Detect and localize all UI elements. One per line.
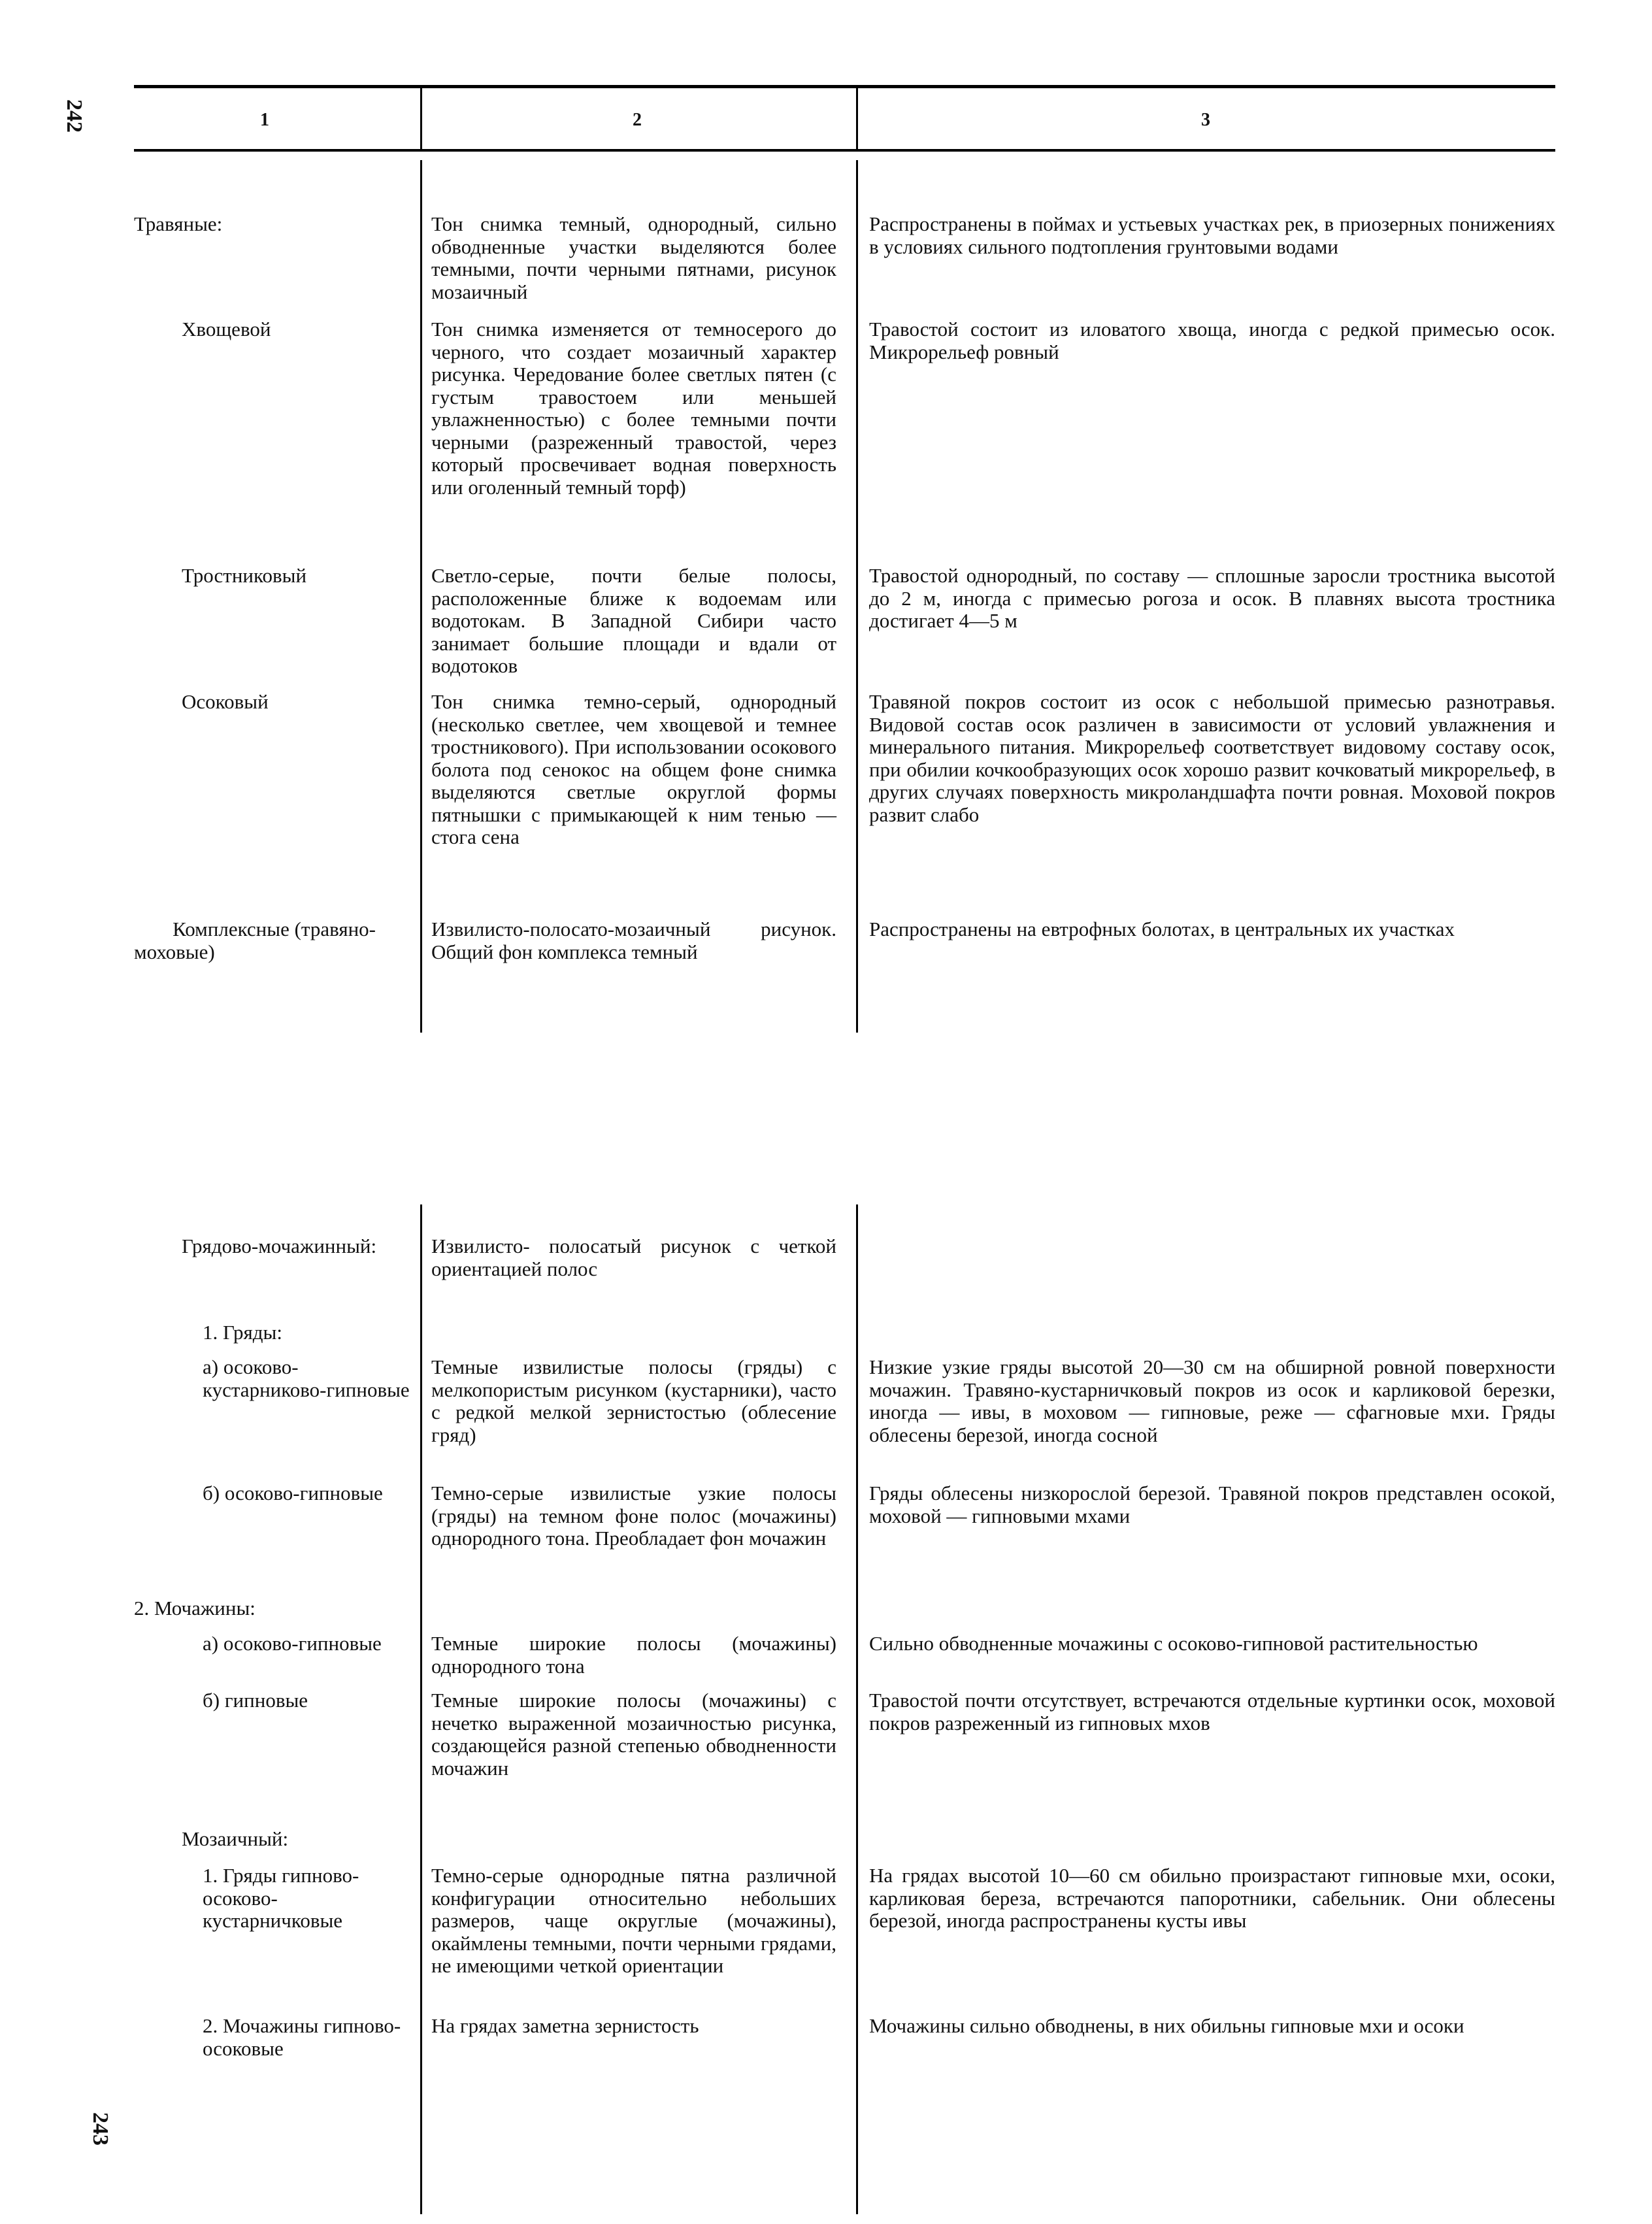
row-label-osokovy: Осоковый xyxy=(182,690,269,713)
row-tone-travyanye: Тон снимка темный, однородный, сильно обводненные участки выделяются более темными, почти черными пятнами, рисунок мозаичный xyxy=(431,212,836,303)
row-desc-gryady-gipnovo: На грядах высотой 10—60 см обильно произрастают гипновые мхи, осоки, карликовая береза, встречаются папоротники, сабельник. Они облесены березой, иногда распространены кусты ивы xyxy=(869,1864,1555,1932)
row-label-travyanye: Травяные: xyxy=(134,212,223,235)
row-desc-osokovy: Травяной покров состоит из осок с небольшой примесью разнотравья. Видовой состав осок различен в зависимости от условий увлажнения и минерального питания. Микрорельеф соответствует видовому составу осок, при обилии кочкообразующих осок хорошо развит кочковатый микрорельеф, в других случаях поверхность микроландшафта почти ровная. Моховой покров развит слабо xyxy=(869,690,1555,826)
row-label-trostnikovy: Тростниковый xyxy=(182,564,307,587)
row-desc-mochazhiny-osokovo-gipnovye: Сильно обводненные мочажины с осоково-гипновой растительностью xyxy=(869,1632,1478,1655)
header-bottom-rule xyxy=(134,149,1555,152)
row-label-mochazhiny-osokovo-gipnovye: а) осоково-гипновые xyxy=(203,1632,382,1655)
row-desc-travyanye: Распространены в поймах и устьевых участках рек, в приозерных понижениях в условиях сильного подтопления грунтовыми водами xyxy=(869,212,1555,258)
row-label-gryady: 1. Гряды: xyxy=(203,1321,282,1344)
row-label-gryady-gipnovo: 1. Гряды гипново-осоково-кустарничковые xyxy=(203,1864,359,1932)
row-tone-gryady-gipnovo: Темно-серые однородные пятна различной конфигурации относительно небольших размеров, чаще округлые (мочажины), окаймлены темными, почти черными грядами, не имеющими четкой ориентации xyxy=(431,1864,836,1977)
row-tone-mochazhiny-osokovo-gipnovye: Темные широкие полосы (мочажины) однородного тона xyxy=(431,1632,836,1678)
row-label-gryadovo-mochazhinny: Грядово-мочажинный: xyxy=(182,1235,377,1257)
row-desc-khvoshchevoy: Травостой состоит из иловатого хвоща, иногда с редкой примесью осок. Микрорельеф ровный xyxy=(869,318,1555,363)
page-number-top: 242 xyxy=(62,99,86,133)
row-label-khvoshchevoy: Хвощевой xyxy=(182,318,271,340)
row-label-mochazhiny-gipnovo-osokovye: 2. Мочажины гипново-осоковые xyxy=(203,2014,401,2060)
column-divider xyxy=(420,1204,422,2214)
column-divider xyxy=(856,88,858,149)
header-col-2: 2 xyxy=(633,110,642,130)
header-col-3: 3 xyxy=(1201,110,1210,130)
row-tone-osokovo-kustarnikovo-gipnovye: Темные извилистые полосы (гряды) с мелкопористым рисунком (кустарники), часто с редкой мелкой зернистостью (облесение гряд) xyxy=(431,1355,836,1446)
table-top-rule xyxy=(134,85,1555,88)
row-tone-trostnikovy: Светло-серые, почти белые полосы, расположенные ближе к водоемам или водотокам. В Западной Сибири часто занимает большие площади и вдали от водотоков xyxy=(431,564,836,677)
row-label-osokovo-kustarnikovo-gipnovye: а) осоково-кустарниково-гипновые xyxy=(203,1355,410,1401)
column-divider xyxy=(856,160,858,1033)
row-desc-gipnovye: Травостой почти отсутствует, встречаются отдельные куртинки осок, моховой покров разреженный из гипновых мхов xyxy=(869,1689,1555,1734)
column-divider xyxy=(420,160,422,1033)
row-tone-gryadovo-mochazhinny: Извилисто- полосатый рисунок с четкой ориентацией полос xyxy=(431,1235,836,1280)
column-divider xyxy=(856,1204,858,2214)
row-desc-kompleksnye: Распространены на евтрофных болотах, в центральных их участках xyxy=(869,918,1455,940)
row-tone-osokovy: Тон снимка темно-серый, однородный (несколько светлее, чем хвощевой и темнее тростникового). При использовании осокового болота под сенокос на общем фоне снимка выделяются светлые округлой формы пятнышки с примыкающей к ним тенью — стога сена xyxy=(431,690,836,848)
page-number-bottom: 243 xyxy=(88,2112,112,2146)
header-col-1: 1 xyxy=(260,110,269,130)
column-divider xyxy=(420,88,422,149)
row-desc-mochazhiny-gipnovo-osokovye: Мочажины сильно обводнены, в них обильны гипновые мхи и осоки xyxy=(869,2014,1464,2037)
row-desc-osokovo-gipnovye: Гряды облесены низкорослой березой. Травяной покров представлен осокой, моховой — гипновыми мхами xyxy=(869,1482,1555,1527)
row-desc-trostnikovy: Травостой однородный, по составу — сплошные заросли тростника высотой до 2 м, иногда с примесью рогоза и осок. В плавнях высота тростника достигает 4—5 м xyxy=(869,564,1555,632)
row-label-mozaichny: Мозаичный: xyxy=(182,1827,289,1850)
row-tone-gipnovye: Темные широкие полосы (мочажины) с нечетко выраженной мозаичностью рисунка, создающейся разной степенью обводненности мочажин xyxy=(431,1689,836,1780)
row-tone-khvoshchevoy: Тон снимка изменяется от темносерого до черного, что создает мозаичный характер рисунка. Чередование более светлых пятен (с густым травостоем или меньшей увлажненностью) с более темными почти черными (разреженный травостой, через который просвечивает водная поверхность или оголенный темный торф) xyxy=(431,318,836,499)
row-tone-osokovo-gipnovye: Темно-серые извилистые узкие полосы (гряды) на темном фоне полос (мочажины) однородного тона. Преобладает фон мочажин xyxy=(431,1482,836,1550)
row-label-mochazhiny: 2. Мочажины: xyxy=(134,1597,256,1619)
row-label-osokovo-gipnovye: б) осоково-гипновые xyxy=(203,1482,383,1504)
row-tone-mochazhiny-gipnovo-osokovye: На грядах заметна зернистость xyxy=(431,2014,699,2037)
row-label-kompleksnye: Комплексные (травяно-моховые) xyxy=(134,918,376,963)
row-desc-osokovo-kustarnikovo-gipnovye: Низкие узкие гряды высотой 20—30 см на обширной ровной поверхности мочажин. Травяно-кустарничковый покров из осок и карликовой березки, иногда — ивы, в моховом — гипновые, реже — сфагновые мхи. Гряды облесены березой, иногда сосной xyxy=(869,1355,1555,1446)
row-label-gipnovye: б) гипновые xyxy=(203,1689,308,1712)
row-tone-kompleksnye: Извилисто-полосато-мозаичный рисунок. Общий фон комплекса темный xyxy=(431,918,836,963)
